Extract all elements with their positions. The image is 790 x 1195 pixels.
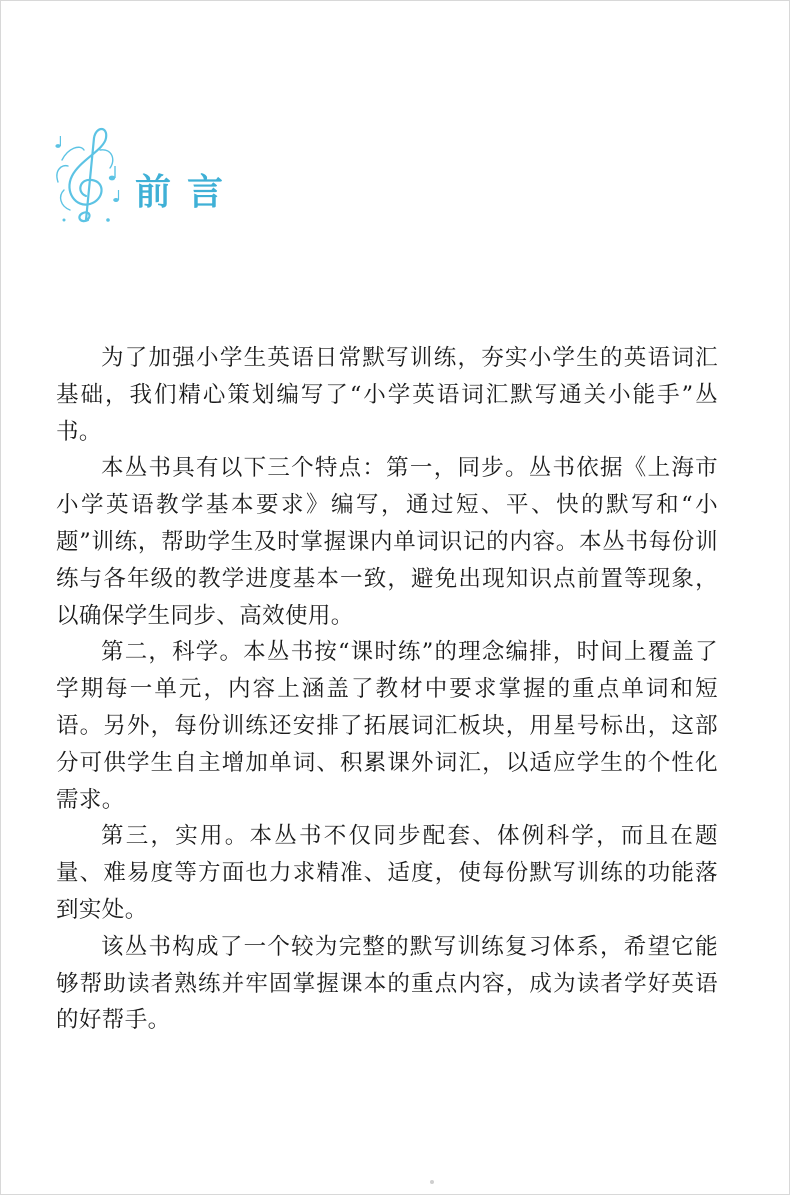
page-title: 前言 — [135, 172, 240, 213]
header — [50, 120, 350, 230]
treble-clef-icon — [50, 120, 125, 230]
paragraph-feature-science: 第二，科学。本丛书按“课时练”的理念编排，时间上覆盖了学期每一单元，内容上涵盖了教材中要求掌握的重点单词和短语。另外，每份训练还安排了拓展词汇板块，用星号标出，这部分可供学生自主增加单词、积累课外词汇，以适应学生的个性化需求。 — [56, 639, 718, 813]
page-mark — [430, 1180, 434, 1184]
preface-body — [56, 340, 718, 1039]
paragraph-feature-practical: 第三，实用。本丛书不仅同步配套、体例科学，而且在题量、难易度等方面也力求精准、适度，使每份默写训练的功能落到实处。 — [56, 823, 718, 923]
paragraph-conclusion: 该丛书构成了一个较为完整的默写训练复习体系，希望它能够帮助读者熟练并牢固掌握课本的重点内容，成为读者学好英语的好帮手。 — [56, 933, 718, 1034]
paragraph-feature-sync: 本丛书具有以下三个特点：第一，同步。丛书依据《上海市小学英语教学基本要求》编写，通过短、平、快的默写和“小题”训练，帮助学生及时掌握课内单词识记的内容。本丛书每份训练与各年级的教学进度基本一致，避免出现知识点前置等现象，以确保学生同步、高效使用。 — [56, 455, 718, 629]
paragraph-intro: 为了加强小学生英语日常默写训练，夯实小学生的英语词汇基础，我们精心策划编写了“小学英语词汇默写通关小能手”丛书。 — [56, 345, 718, 445]
